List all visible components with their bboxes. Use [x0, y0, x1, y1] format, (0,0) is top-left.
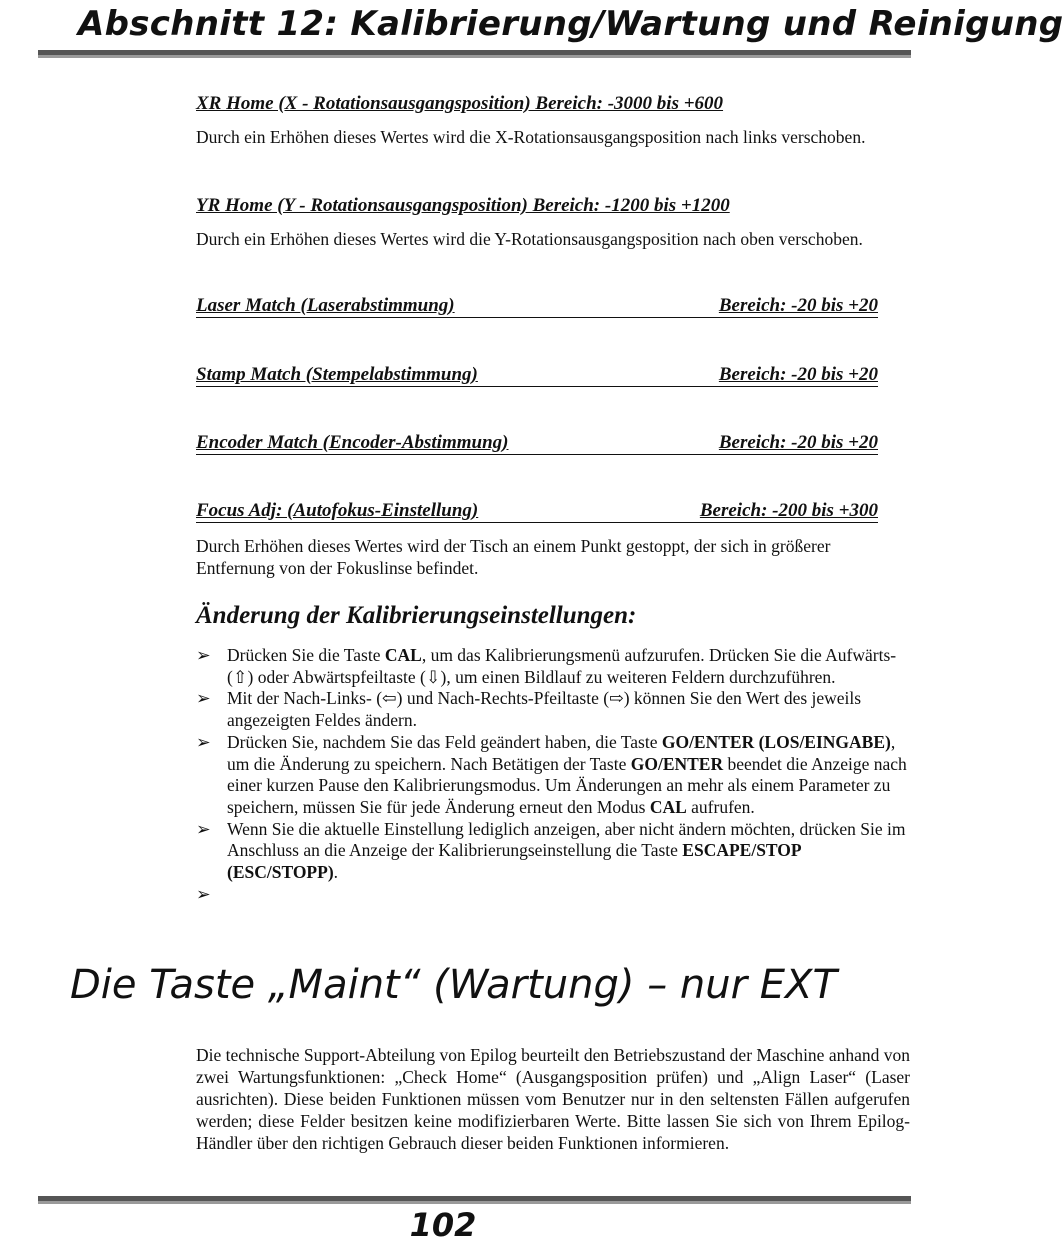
- key-label: CAL: [649, 796, 687, 817]
- encoder-match-row: [196, 432, 878, 455]
- page-number: 102: [409, 1206, 477, 1244]
- maint-section-title: Die Taste „Maint“ (Wartung) – nur EXT: [70, 962, 837, 1008]
- key-label: ESCAPE/STOP (ESC/STOPP): [227, 840, 801, 883]
- focus-adj-row: [196, 500, 878, 523]
- laser-match-range: Bereich: -20 bis +20: [718, 295, 878, 316]
- stamp-match-range: Bereich: -20 bis +20: [718, 364, 878, 385]
- calibration-step: [196, 732, 916, 819]
- xr-home-description: Durch ein Erhöhen dieses Wertes wird die X-Rotationsausgangsposition nach links verschoben.: [196, 127, 866, 147]
- stamp-match-row: [196, 364, 878, 387]
- focus-adj-name: Focus Adj: (Autofokus-Einstellung): [196, 500, 479, 521]
- stamp-match-name: Stamp Match (Stempelabstimmung): [196, 364, 478, 385]
- key-label: CAL: [384, 645, 422, 665]
- key-label: GO/ENTER (LOS/EINGABE): [661, 731, 891, 752]
- bullet-arrow-icon: ➢: [196, 688, 211, 709]
- maint-description: Die technische Support-Abteilung von Epilog beurteilt den Betriebszustand der Maschine anhand von zwei Wartungsfunktionen: „Check Home“ (Ausgangsposition prüfen) und „Align Laser“ (Laser ausrichten). Diese beiden Funktionen müssen vom Benutzer nur in den seltensten Fällen aufgerufen werden; diese Felder besitzen keine modifizierbaren Werte. Bitte lassen Sie sich von Ihrem Epilog-Händler über den richtigen Gebrauch dieser beiden Funktionen informieren.: [196, 1045, 910, 1153]
- step-text: Drücken Sie die Taste: [227, 645, 385, 665]
- calibration-subheading: Änderung der Kalibrierungseinstellungen:: [196, 602, 637, 629]
- laser-match-name: Laser Match (Laserabstimmung): [196, 295, 455, 316]
- yr-home-description: Durch ein Erhöhen dieses Wertes wird die Y-Rotationsausgangsposition nach oben verschoben.: [196, 229, 863, 249]
- bullet-arrow-icon: ➢: [196, 883, 211, 904]
- step-text: beendet die Anzeige nach einer kurzen Pause den Kalibrierungsmodus. Um Änderungen an mehr als einem Parameter zu speichern, müssen Sie für jede Änderung erneut den Modus: [227, 753, 907, 817]
- encoder-match-range: Bereich: -20 bis +20: [718, 432, 878, 453]
- calibration-steps-list: [196, 645, 916, 905]
- step-text: , um die Änderung zu speichern. Nach Betätigen der Taste: [227, 731, 896, 774]
- calibration-step-empty: [196, 884, 916, 906]
- calibration-step: [196, 645, 916, 688]
- step-text: , um das Kalibrierungsmenü aufzurufen. Drücken Sie die Aufwärts- (⇧) oder Abwärtspfeiltaste (⇩), um einen Bildlauf zu weiteren Feldern durchzuführen.: [227, 645, 897, 687]
- step-text: Drücken Sie, nachdem Sie das Feld geändert haben, die Taste: [227, 731, 662, 752]
- page-header-title: Abschnitt 12: Kalibrierung/Wartung und Reinigung: [78, 4, 1063, 44]
- calibration-step: [196, 819, 916, 884]
- encoder-match-name: Encoder Match (Encoder-Abstimmung): [196, 432, 509, 453]
- focus-adj-description: Durch Erhöhen dieses Wertes wird der Tisch an einem Punkt gestoppt, der sich in größerer Entfernung von der Fokuslinse befindet.: [196, 536, 831, 578]
- footer-rule-shadow: [38, 1201, 911, 1204]
- key-label: GO/ENTER: [630, 753, 724, 774]
- yr-home-heading: YR Home (Y - Rotationsausgangsposition) Bereich: -1200 bis +1200: [196, 195, 730, 216]
- laser-match-row: [196, 295, 878, 318]
- focus-adj-range: Bereich: -200 bis +300: [699, 500, 878, 521]
- bullet-arrow-icon: ➢: [196, 731, 211, 752]
- step-text: Wenn Sie die aktuelle Einstellung lediglich anzeigen, aber nicht ändern möchten, drücken Sie im Anschluss an die Anzeige der Kalibrierungseinstellung die Taste: [227, 818, 906, 861]
- xr-home-heading: XR Home (X - Rotationsausgangsposition) Bereich: -3000 bis +600: [196, 93, 724, 114]
- header-rule-shadow: [38, 55, 911, 58]
- step-text: aufrufen.: [686, 796, 755, 817]
- bullet-arrow-icon: ➢: [196, 818, 211, 839]
- bullet-arrow-icon: ➢: [196, 645, 211, 665]
- step-text: .: [333, 862, 339, 883]
- calibration-step: [196, 688, 916, 731]
- step-text: Mit der Nach-Links- (⇦) und Nach-Rechts-Pfeiltaste (⇨) können Sie den Wert des jeweils angezeigten Feldes ändern.: [227, 688, 862, 731]
